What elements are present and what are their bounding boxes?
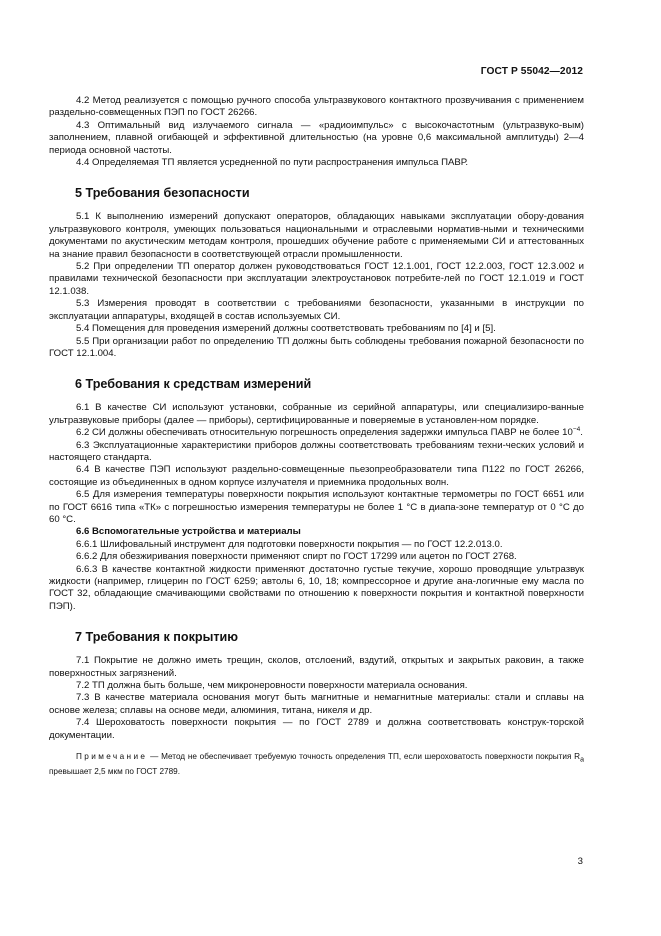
paragraph-5-1: 5.1 К выполнению измерений допускают операторов, обладающих навыками эксплуатации обору-дования ультразвукового контроля, умеющих пользоваться национальными и отраслевыми норматив-ными и техническими документами по акустическим методам контроля, прошедших обучение работе с применяемыми СИ и аттестованных на знание правил безопасности в соответствующей отрасли промышленности. [49,211,584,260]
paragraph-6-6-3: 6.6.3 В качестве контактной жидкости применяют достаточно густые текучие, хорошо проводящие ультразвук жидкости (например, глицерин по ГОСТ 6259; автолы 6, 10, 18; компрессорное и другие ана-логичные ему масла по ГОСТ 32, обладающие смачивающими свойствами по отношению к поверхности покрытия и контактной поверхности ПЭП). [49,563,584,612]
note-label: Примечание [76,752,148,762]
paragraph-6-1: 6.1 В качестве СИ используют установки, собранные из серийной аппаратуры, или специализиро-ванные ультразвуковые приборы (далее — приборы), сертифицированные и поверяемые в установлен-ном порядке. [49,402,584,426]
section-6-title: 6 Требования к средствам измерений [75,377,312,392]
document-header: ГОСТ Р 55042—2012 [480,66,583,77]
section-7-title: 7 Требования к покрытию [75,630,239,645]
paragraph-5-2: 5.2 При определении ТП оператор должен руководствоваться ГОСТ 12.1.001, ГОСТ 12.2.003, ГОСТ 12.3.002 и правилами технической безопасности при эксплуатации электроустановок потребите-лей по ГОСТ 12.1.019 и ГОСТ 12.1.038. [49,261,584,297]
document-body [49,95,584,778]
paragraph-4-4: 4.4 Определяемая ТП является усредненной по пути распространения импульса ПАВР. [76,157,469,169]
paragraph-6-3: 6.3 Эксплуатационные характеристики приборов должны соответствовать требованиям техни-ческих условий и настоящего стандарта. [49,439,584,463]
paragraph-7-2: 7.2 ТП должна быть больше, чем микронеровности поверхности материала основания. [76,680,468,692]
exponent: −4 [572,425,581,433]
paragraph-5-4: 5.4 Помещения для проведения измерений должны соответствовать требованиям по [4] и [5]. [76,323,496,335]
paragraph-6-6-2: 6.6.2 Для обезжиривания поверхности применяют спирт по ГОСТ 17299 или ацетон по ГОСТ 2768. [76,551,517,563]
paragraph-6-4: 6.4 В качестве ПЭП используют раздельно-совмещенные пьезопреобразователи типа П122 по ГОСТ 26266, состоящие из объединенных в одном корпусе излучателя и приемника продольных волн. [49,464,584,488]
note-text: — Метод не обеспечивает требуемую точность определения ТП, если шероховатость поверхности покрытия R [147,752,581,762]
paragraph-7-3: 7.3 В качестве материала основания могут быть магнитные и немагнитные материалы: стали и сплавы на основе железа; сплавы на основе меди, алюминия, титана, никеля и др. [49,692,584,716]
paragraph-6-2-text: 6.2 СИ должны обеспечивать относительную погрешность определения задержки импульса ПАВР не более 10 [76,427,573,439]
paragraph-6-6-1: 6.6.1 Шлифовальный инструмент для подготовки поверхности покрытия — по ГОСТ 12.2.013.0. [76,538,503,550]
subsection-6-6-title: 6.6 Вспомогательные устройства и материалы [76,526,301,538]
paragraph-7-4: 7.4 Шероховатость поверхности покрытия — по ГОСТ 2789 и должна соответствовать конструк-торской документации. [49,717,584,741]
paragraph-6-2 [49,427,584,439]
paragraph-5-3: 5.3 Измерения проводят в соответствии с требованиями безопасности, указанными в инструкции по эксплуатации аппаратуры, входящей в состав используемых СИ. [49,298,584,322]
note [49,751,584,778]
paragraph-6-2-end: . [580,427,583,439]
note-subscript: a [580,756,584,764]
section-5-title: 5 Требования безопасности [75,186,250,201]
paragraph-4-2: 4.2 Метод реализуется с помощью ручного способа ультразвукового контактного прозвучивания с применением раздельно-совмещенных ПЭП по ГОСТ 26266. [49,95,584,119]
paragraph-7-1: 7.1 Покрытие не должно иметь трещин, сколов, отслоений, вздутий, открытых и закрытых раковин, а также поверхностных загрязнений. [49,655,584,679]
paragraph-4-3: 4.3 Оптимальный вид излучаемого сигнала — «радиоимпульс» с высокочастотным (ультразвуко-вым) заполнением, плавной огибающей и эффективной длительностью (на уровне 0,6 максимальной амплитуды) 2—4 периода основной частоты. [49,119,584,156]
page-number: 3 [577,856,583,867]
paragraph-5-5: 5.5 При организации работ по определению ТП должны быть соблюдены требования пожарной безопасности по ГОСТ 12.1.004. [49,335,584,359]
note-end: превышает 2,5 мкм по ГОСТ 2789. [49,767,180,777]
paragraph-6-5: 6.5 Для измерения температуры поверхности покрытия используют контактные термометры по ГОСТ 6651 или по ГОСТ 6616 типа «ТК» с погрешностью измерения температуры не более 1 °С в диапа-зоне температур от 0 °С до 60 °С. [49,489,584,525]
